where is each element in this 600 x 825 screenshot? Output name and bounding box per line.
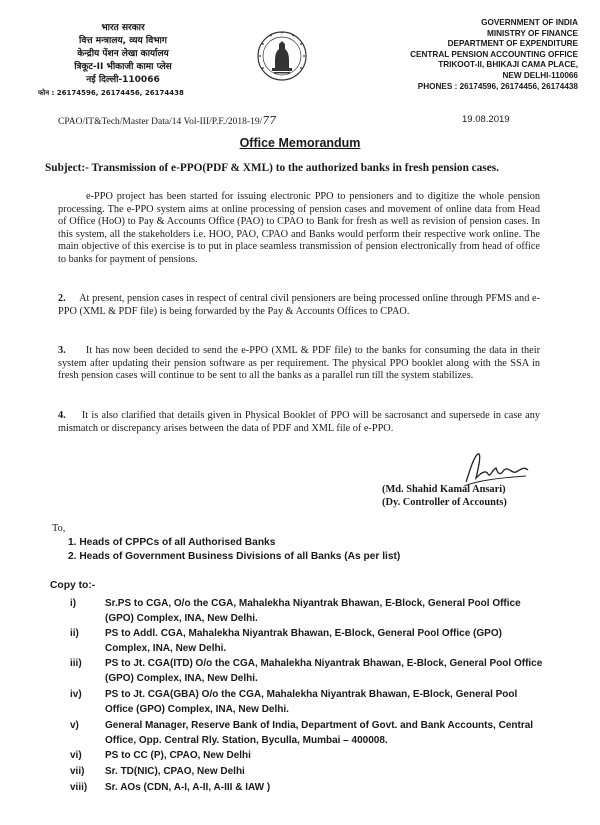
copy-item-text: PS to CC (P), CPAO, New Delhi xyxy=(105,750,251,761)
copy-item-text: Sr.PS to CGA, O/o the CGA, Mahalekha Niyantrak Bhawan, E-Block, General Pool Office (GPO) Complex, INA, New Delhi. xyxy=(105,598,521,624)
copy-item-number: iv) xyxy=(70,689,82,700)
english-line: GOVERNMENT OF INDIA xyxy=(481,18,578,27)
subject-line: Subject:- Transmission of e-PPO(PDF & XML) to the authorized banks in fresh pension cases. xyxy=(45,162,499,174)
copy-item-number: vii) xyxy=(70,766,85,777)
reference-prefix: CPAO/IT&Tech/Master Data/14 Vol-III/P.F./2018-19/ xyxy=(58,117,263,127)
english-line: DEPARTMENT OF EXPENDITURE xyxy=(447,39,578,49)
hindi-line: भारत सरकार xyxy=(101,23,145,33)
to-label: To, xyxy=(52,523,66,534)
copy-item-number: viii) xyxy=(70,782,88,793)
copy-item-text: PS to Jt. CGA(GBA) O/o the CGA, Mahalekha Niyantrak Bhawan, E-Block, General Pool Office (GPO) Complex, INA, New Delhi. xyxy=(105,689,518,715)
copy-item-text: Sr. AOs (CDN, A-I, A-II, A-III & IAW ) xyxy=(105,782,271,793)
signatory-designation: (Dy. Controller of Accounts) xyxy=(382,497,507,508)
copy-item-number: v) xyxy=(70,720,79,731)
paragraph-text: It has now been decided to send the e-PPO (XML & PDF file) to the banks for consuming the data in their system after updating their pension software as per requirement. The physical PPO booklet along with the SSA in fresh pension cases will continue to be sent to all the banks as a parallel run till the system stabilizes. xyxy=(58,345,540,382)
hindi-line: नई दिल्ली-110066 xyxy=(86,75,160,85)
paragraph-3 xyxy=(58,345,540,383)
english-line: MINISTRY OF FINANCE xyxy=(487,28,578,38)
memo-date: 19.08.2019 xyxy=(462,114,510,125)
paragraph-number: 4. xyxy=(58,410,66,421)
paragraph-number: 2. xyxy=(58,293,66,304)
copy-item-number: vi) xyxy=(70,750,82,761)
addressee-2: 2. Heads of Government Business Divisions of all Banks (As per list) xyxy=(68,551,401,562)
hindi-line: त्रिकूट-II भीकाजी कामा प्लेस xyxy=(74,62,172,72)
hindi-line: केन्द्रीय पेंशन लेखा कार्यालय xyxy=(77,49,169,59)
english-line: TRIKOOT-II, BHIKAJI CAMA PLACE, xyxy=(438,60,578,70)
reference-number xyxy=(58,114,276,127)
english-letterhead xyxy=(340,18,578,92)
copy-item-number: iii) xyxy=(70,658,82,669)
copy-item-text: General Manager, Reserve Bank of India, Department of Govt. and Bank Accounts, Central Office, Opp. Central Rly. Station, Byculla, Mumbai – 400008. xyxy=(105,720,534,746)
hindi-phone: फोन : 26174596, 26174456, 26174438 xyxy=(38,89,184,97)
copy-item-number: ii) xyxy=(70,628,79,639)
page-title: Office Memorandum xyxy=(239,136,361,150)
addressee-1: 1. Heads of CPPCs of all Authorised Banks xyxy=(68,537,276,548)
handwritten-number: 77 xyxy=(262,114,277,127)
paragraph-2 xyxy=(58,293,540,318)
copy-item-text: PS to Addl. CGA, Mahalekha Niyantrak Bhawan, E-Block, General Pool Office (GPO) Complex, INA, New Delhi. xyxy=(105,628,502,654)
english-phone: PHONES : 26174596, 26174456, 26174438 xyxy=(417,81,578,91)
english-line: CENTRAL PENSION ACCOUNTING OFFICE xyxy=(410,49,578,59)
signatory-block xyxy=(382,483,538,509)
hindi-line: वित्त मन्त्रालय, व्यय विभाग xyxy=(79,36,167,46)
paragraph-text: It is also clarified that details given in Physical Booklet of PPO will be sacrosanct and supersede in case any mismatch or discrepancy arises between the data of PDF and XML file of e-PPO. xyxy=(58,410,540,434)
ashoka-emblem-icon xyxy=(257,30,307,84)
english-line: NEW DELHI-110066 xyxy=(502,70,578,80)
hindi-letterhead xyxy=(38,22,208,100)
copy-item-number: i) xyxy=(70,598,77,609)
copy-item-text: PS to Jt. CGA(ITD) O/o the CGA, Mahalekha Niyantrak Bhawan, E-Block, General Pool Office (GPO) Complex, INA, New Delhi. xyxy=(105,658,543,684)
copy-item-text: Sr. TD(NIC), CPAO, New Delhi xyxy=(105,766,245,777)
paragraph-4 xyxy=(58,410,540,435)
paragraph-number: 3. xyxy=(58,345,66,356)
paragraph-text: At present, pension cases in respect of central civil pensioners are being processed online through PFMS and e-PPO (XML & PDF file) is being forwarded by the Pay & Accounts Offices to CPAO. xyxy=(58,293,541,317)
signatory-name: (Md. Shahid Kamal Ansari) xyxy=(382,484,506,495)
paragraph-1: e-PPO project has been started for issuing electronic PPO to pensioners and to digitize the whole pension processing. The e-PPO system aims at online processing of pension cases and movement of online data from Head of Office (HoO) to Pay & Accounts Office (PAO) to CPAO to Bank for fresh as well as revision of pension cases. In this system, all the stakeholders i.e. HOO, PAO, CPAO and Banks would perform their respective work online. The main objective of this exercise is to put in place seamless transmission of pension electronically from head of office to banks for payment of pensions. xyxy=(58,191,540,265)
copy-to-label: Copy to:- xyxy=(50,580,96,591)
